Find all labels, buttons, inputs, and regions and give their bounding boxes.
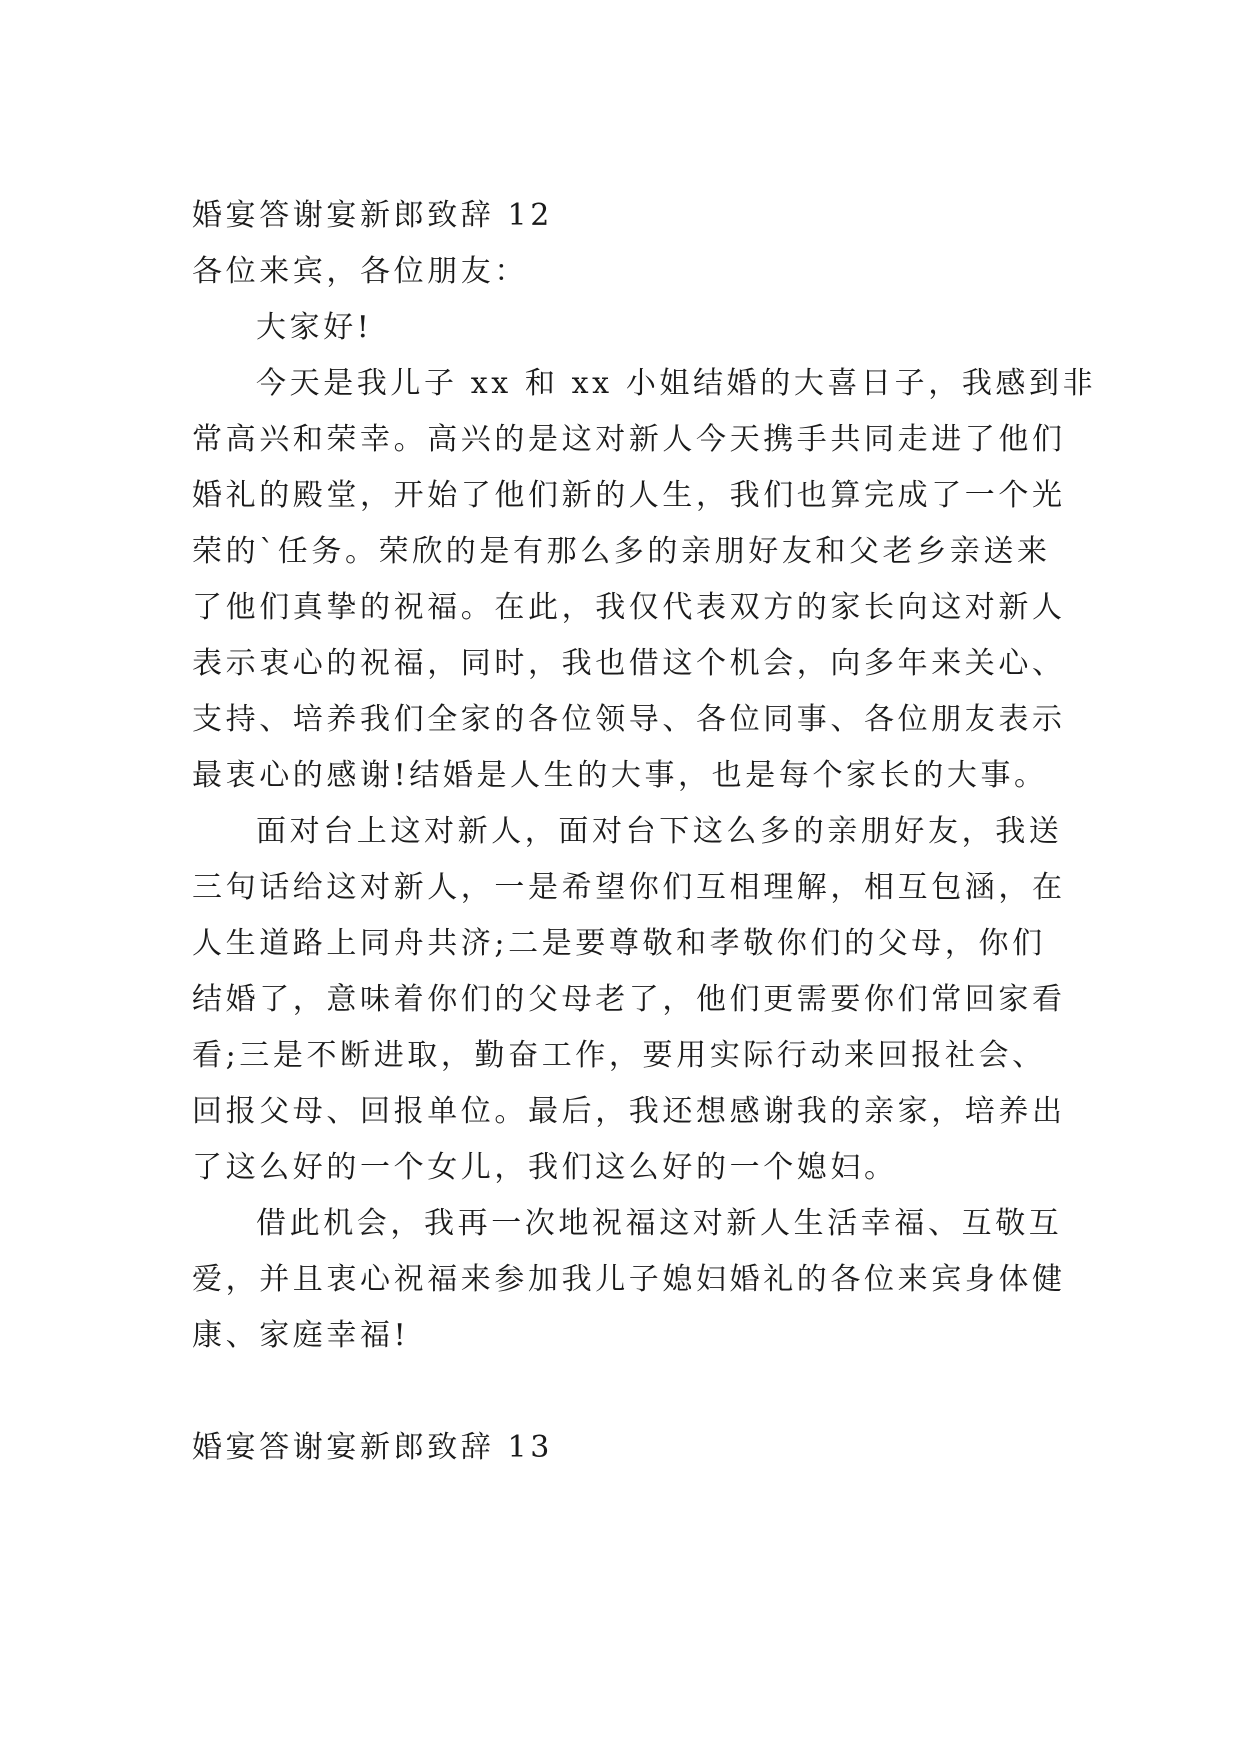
paragraph-line: 婚礼的殿堂，开始了他们新的人生，我们也算完成了一个光 [192, 478, 1066, 513]
paragraph-line: 常高兴和荣幸。高兴的是这对新人今天携手共同走进了他们 [192, 422, 1066, 457]
section-title: 婚宴答谢宴新郎致辞 12 [192, 198, 553, 233]
paragraph-line: 三句话给这对新人，一是希望你们互相理解，相互包涵，在 [192, 870, 1066, 905]
greeting: 大家好! [256, 310, 373, 345]
paragraph-line: 结婚了，意味着你们的父母老了，他们更需要你们常回家看 [192, 982, 1066, 1017]
paragraph-line: 爱，并且衷心祝福来参加我儿子媳妇婚礼的各位来宾身体健 [192, 1262, 1066, 1297]
paragraph-line: 了这么好的一个女儿，我们这么好的一个媳妇。 [192, 1150, 898, 1185]
paragraph-line: 今天是我儿子 xx 和 xx 小姐结婚的大喜日子，我感到非 [256, 366, 1097, 401]
paragraph-line: 回报父母、回报单位。最后，我还想感谢我的亲家，培养出 [192, 1094, 1066, 1129]
paragraph-line: 支持、培养我们全家的各位领导、各位同事、各位朋友表示 [192, 702, 1066, 737]
paragraph-line: 表示衷心的祝福，同时，我也借这个机会，向多年来关心、 [192, 646, 1066, 681]
paragraph-line: 了他们真挚的祝福。在此，我仅代表双方的家长向这对新人 [192, 590, 1066, 625]
paragraph-line: 面对台上这对新人，面对台下这么多的亲朋好友，我送 [256, 814, 1063, 849]
paragraph-line: 人生道路上同舟共济;二是要尊敬和孝敬你们的父母，你们 [192, 926, 1046, 961]
paragraph-line: 荣的`任务。荣欣的是有那么多的亲朋好友和父老乡亲送来 [192, 534, 1051, 569]
paragraph-line: 最衷心的感谢!结婚是人生的大事，也是每个家长的大事。 [192, 758, 1048, 793]
salutation: 各位来宾，各位朋友： [192, 254, 528, 289]
section-title: 婚宴答谢宴新郎致辞 13 [192, 1430, 553, 1465]
paragraph-line: 康、家庭幸福! [192, 1318, 410, 1353]
paragraph-line: 借此机会，我再一次地祝福这对新人生活幸福、互敬互 [256, 1206, 1063, 1241]
paragraph-line: 看;三是不断进取，勤奋工作，要用实际行动来回报社会、 [192, 1038, 1046, 1073]
